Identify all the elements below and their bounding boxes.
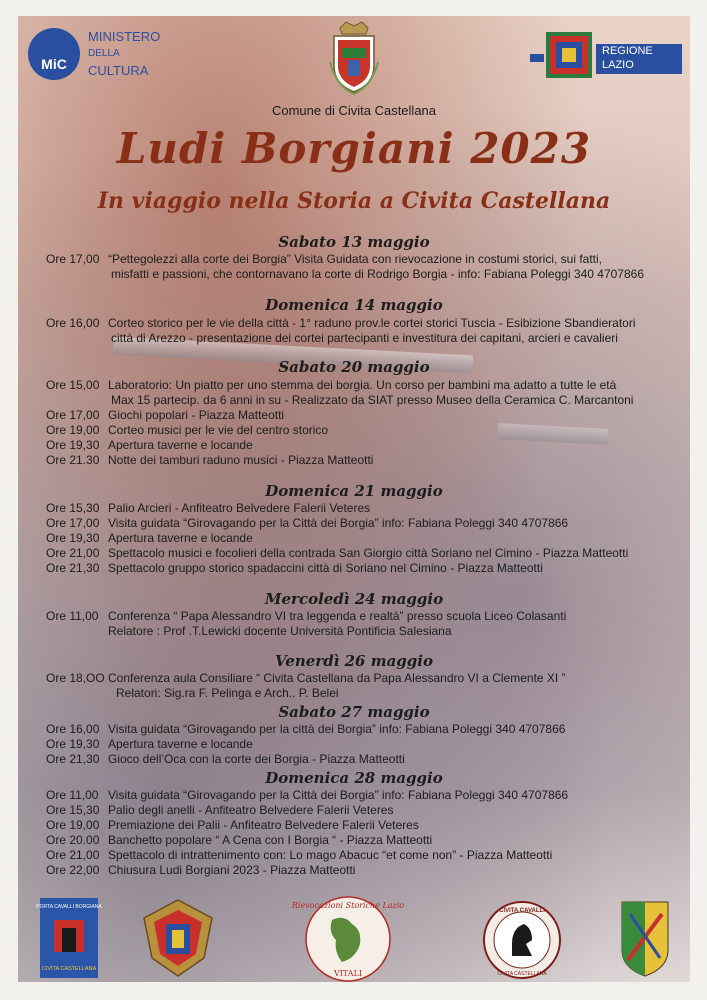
event-text: Corteo musici per le vie del centro storico bbox=[108, 423, 329, 437]
ministry-line3: CULTURA bbox=[88, 63, 149, 78]
event-time: Ore 19,30 bbox=[46, 737, 100, 751]
mic-circle-icon bbox=[28, 28, 80, 80]
header-logos bbox=[18, 16, 690, 116]
heraldic-shield-logo bbox=[620, 900, 670, 978]
event-time: Ore 19,30 bbox=[46, 531, 100, 545]
event-time: Ore 15,30 bbox=[46, 501, 100, 515]
event-time: Ore 17,00 bbox=[46, 252, 100, 266]
event-text: Palio Arcieri - Anfiteatro Belvedere Falerii Veteres bbox=[108, 501, 371, 515]
event-text: Visita guidata “Girovagando per la città dei Borgia” info: Fabiana Poleggi 340 4707866 bbox=[108, 722, 566, 736]
event-row bbox=[46, 453, 686, 468]
event-row bbox=[46, 737, 686, 752]
event-time: Ore 15,30 bbox=[46, 803, 100, 817]
event-text: Premiazione dei Palii - Anfiteatro Belvedere Falerii Veteres bbox=[108, 818, 419, 832]
logo3-top-text: Rievocazioni Storiche Lazio bbox=[291, 901, 405, 910]
event-text: Corteo storico per le vie della città - 1° raduno prov.le cortei storici Tuscia - Esibizione Sbandieratori bbox=[108, 316, 636, 330]
event-row bbox=[46, 531, 686, 546]
ministry-name bbox=[88, 28, 198, 79]
event-text: Giochi popolari - Piazza Matteotti bbox=[108, 408, 285, 422]
event-text: Visita guidata “Girovagando per la Città dei Borgia” info: Fabiana Poleggi 340 4707866 bbox=[108, 788, 569, 802]
event-time: Ore 17,00 bbox=[46, 408, 100, 422]
event-time: Ore 19,00 bbox=[46, 423, 100, 437]
event-time: Ore 17,00 bbox=[46, 516, 100, 530]
event-row bbox=[46, 848, 686, 863]
event-text: Apertura taverne e locande bbox=[108, 737, 253, 751]
event-time: Ore 22,00 bbox=[46, 863, 100, 877]
day-heading: Sabato 13 maggio bbox=[278, 233, 430, 251]
day-heading: Sabato 20 maggio bbox=[278, 358, 430, 376]
logo3-bottom-text: VITALI bbox=[333, 969, 363, 978]
event-row bbox=[46, 722, 686, 737]
day-heading: Venerdì 26 maggio bbox=[275, 652, 433, 670]
event-row bbox=[46, 516, 686, 531]
event-row bbox=[46, 609, 686, 624]
event-row bbox=[46, 252, 686, 267]
event-time: Ore 16,00 bbox=[46, 722, 100, 736]
rievocazioni-storiche-lazio-logo bbox=[291, 896, 405, 982]
event-time: Ore 15,00 bbox=[46, 378, 100, 392]
event-time: Ore 21,30 bbox=[46, 752, 100, 766]
event-time: Ore 21,30 bbox=[46, 561, 100, 575]
event-continuation: Max 15 partecip. da 6 anni in su - Realizzato da SIAT presso Museo della Ceramica C. Marcantoni bbox=[111, 393, 634, 407]
event-row bbox=[46, 316, 686, 331]
event-text: Visita guidata “Girovagando per la Città dei Borgia” info: Fabiana Poleggi 340 4707866 bbox=[108, 516, 569, 530]
poster-title: Ludi Borgiani 2023 bbox=[116, 124, 592, 173]
event-text: Spettacolo di intrattenimento con: Lo mago Abacuc “et come non” - Piazza Matteotti bbox=[108, 848, 553, 862]
event-row bbox=[46, 408, 686, 423]
event-text: Spettacolo musici e focolieri della contrada San Giorgio città Soriano nel Cimino - Piazza Matteotti bbox=[108, 546, 629, 560]
ministry-line1: MINISTERO bbox=[88, 29, 161, 44]
event-row bbox=[46, 752, 686, 767]
regione-lazio-logo bbox=[530, 30, 688, 84]
event-text: Apertura taverne e locande bbox=[108, 438, 253, 452]
ministry-line2: DELLA bbox=[88, 48, 120, 59]
regione-line1: REGIONE bbox=[602, 45, 653, 57]
mic-logo-text: MiC bbox=[41, 56, 67, 72]
day-heading: Sabato 27 maggio bbox=[278, 703, 430, 721]
logo1-bottom-text: CIVITA CASTELLANA bbox=[41, 966, 97, 972]
event-row bbox=[46, 423, 686, 438]
event-row bbox=[46, 863, 686, 878]
ministry-logo bbox=[28, 28, 161, 80]
event-text: Conferenza “ Papa Alessandro VI tra leggenda e realtà” presso scuola Liceo Colasanti bbox=[108, 609, 567, 623]
logo1-top-text: PORTA CAVALLI BORGIANA bbox=[36, 904, 102, 910]
civita-cavalli-logo bbox=[480, 900, 564, 980]
regione-bar bbox=[530, 54, 544, 62]
event-time: Ore 16,00 bbox=[46, 316, 100, 330]
event-time: Ore 19,00 bbox=[46, 818, 100, 832]
poster bbox=[18, 16, 690, 982]
event-row bbox=[46, 671, 686, 686]
event-text: Spettacolo gruppo storico spadaccini città di Soriano nel Cimino - Piazza Matteotti bbox=[108, 561, 543, 575]
comune-name: Comune di Civita Castellana bbox=[271, 103, 437, 118]
event-row bbox=[46, 803, 686, 818]
event-row bbox=[46, 833, 686, 848]
event-continuation: Relatori: Sig.ra F. Pelinga e Arch.. P. Belei bbox=[116, 686, 339, 700]
event-continuation: Relatore : Prof .T.Lewicki docente Università Pontificia Salesiana bbox=[108, 624, 452, 638]
event-text: Notte dei tamburi raduno musici - Piazza Matteotti bbox=[108, 453, 374, 467]
day-heading: Domenica 21 maggio bbox=[265, 482, 443, 500]
day-heading: Domenica 14 maggio bbox=[265, 296, 443, 314]
borgia-crest-logo bbox=[142, 898, 214, 978]
event-row bbox=[46, 818, 686, 833]
event-time: Ore 11,00 bbox=[46, 609, 99, 623]
event-text: Conferenza aula Consiliare “ Civita Castellana da Papa Alessandro VI a Clemente XI ” bbox=[108, 671, 566, 685]
logo4-bottom-text: CIVITA CASTELLANA bbox=[497, 971, 547, 977]
event-time: Ore 21,00 bbox=[46, 546, 100, 560]
day-heading: Mercoledì 24 maggio bbox=[264, 590, 444, 608]
porta-borgiana-logo bbox=[36, 898, 102, 978]
regione-emblem-icon bbox=[544, 30, 594, 80]
event-row bbox=[46, 501, 686, 516]
event-time: Ore 11,00 bbox=[46, 788, 99, 802]
event-text: Gioco dell’Oca con la corte dei Borgia - Piazza Matteotti bbox=[108, 752, 405, 766]
event-row bbox=[46, 788, 686, 803]
regione-label bbox=[596, 44, 682, 74]
event-row bbox=[46, 561, 686, 576]
event-time: Ore 20.00 bbox=[46, 833, 100, 847]
event-continuation: città di Arezzo - presentazione dei cortei partecipanti e investitura dei capitani, arcieri e cavalieri bbox=[111, 331, 618, 345]
event-time: Ore 19,30 bbox=[46, 438, 100, 452]
event-text: Banchetto popolare “ A Cena con I Borgia “ - Piazza Matteotti bbox=[108, 833, 433, 847]
event-time: Ore 21.30 bbox=[46, 453, 100, 467]
event-continuation: misfatti e passioni, che contornavano la corte di Rodrigo Borgia - info: Fabiana Poleggi 340 4707866 bbox=[111, 267, 644, 281]
poster-subtitle: In viaggio nella Storia a Civita Castellana bbox=[97, 188, 611, 214]
event-text: Chiusura Ludi Borgiani 2023 - Piazza Matteotti bbox=[108, 863, 356, 877]
logo4-top-text: CIVITA CAVALLI bbox=[499, 908, 545, 914]
event-text: “Pettegolezzi alla corte dei Borgia” Visita Guidata con rievocazione in costumi storici, sui fatti, bbox=[108, 252, 603, 266]
event-row bbox=[46, 546, 686, 561]
event-time: Ore 21,00 bbox=[46, 848, 100, 862]
event-text: Apertura taverne e locande bbox=[108, 531, 253, 545]
event-row bbox=[46, 378, 686, 393]
event-time: Ore 18,OO bbox=[46, 671, 105, 685]
regione-line2: LAZIO bbox=[602, 59, 634, 71]
event-text: Palio degli anelli - Anfiteatro Belvedere Falerii Veteres bbox=[108, 803, 394, 817]
event-text: Laboratorio: Un piatto per uno stemma dei borgia. Un corso per bambini ma adatto a tutte le età bbox=[108, 378, 617, 392]
day-heading: Domenica 28 maggio bbox=[265, 769, 443, 787]
event-row bbox=[46, 438, 686, 453]
comune-crest-icon bbox=[326, 22, 382, 96]
